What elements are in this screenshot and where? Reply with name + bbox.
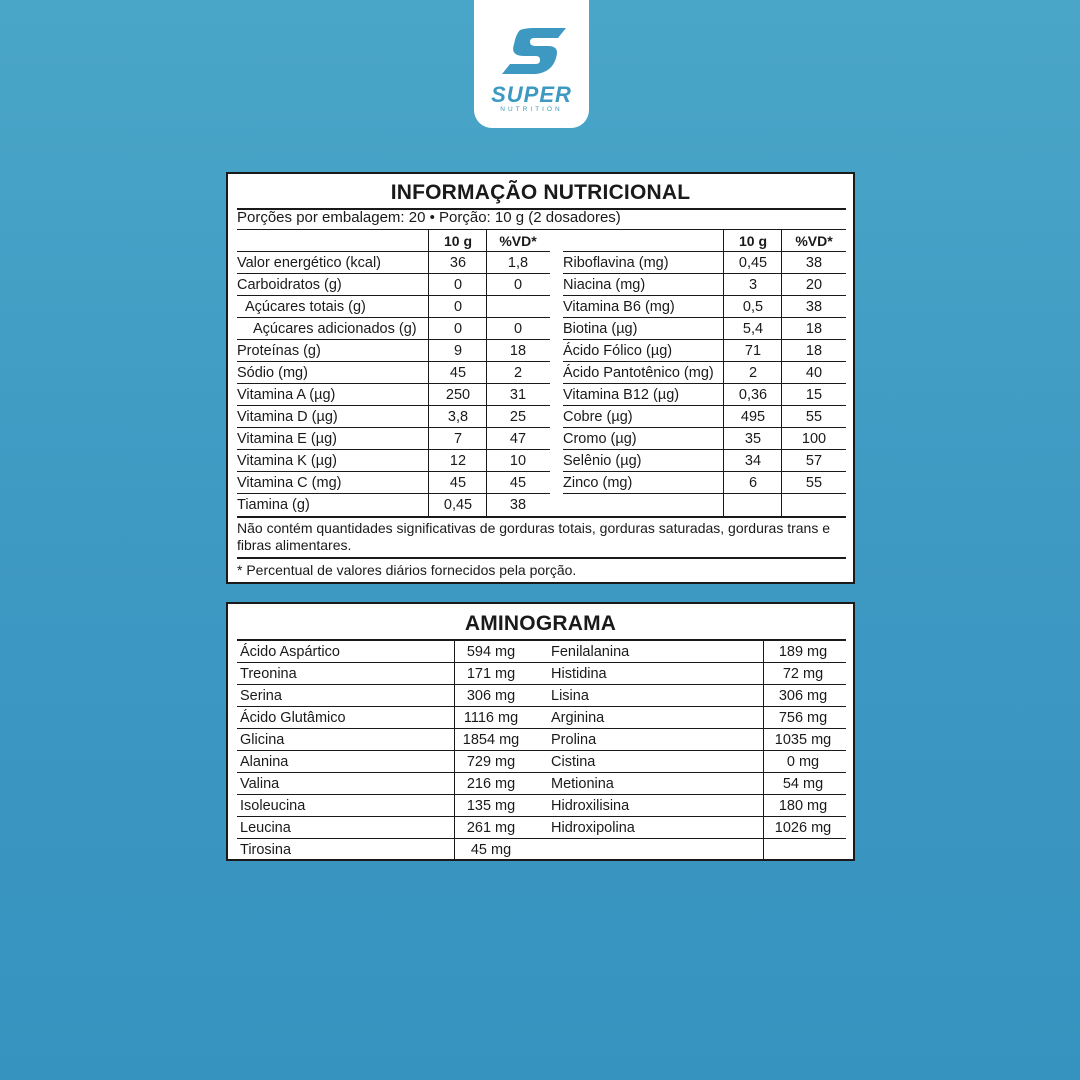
brand-name: SUPER <box>491 82 572 107</box>
nutrient-row-right-amount: 34 <box>744 453 762 469</box>
nutrient-row-left-dv: 0 <box>513 277 523 293</box>
nutrient-row-left-name: Tiamina (g) <box>237 497 310 513</box>
nutrient-row-right-name: Biotina (µg) <box>563 321 638 337</box>
nutrient-row-left-amount: 0,45 <box>443 497 473 513</box>
nutrient-row-right-dv: 18 <box>805 321 823 337</box>
nutrient-row-left-amount: 3,8 <box>447 409 469 425</box>
nutrient-row-right-dv: 100 <box>801 431 827 447</box>
nutrient-row-left-amount: 250 <box>445 387 471 403</box>
amino-row-right-amount: 54 mg <box>782 776 824 792</box>
nutrient-row-left-amount: 12 <box>449 453 467 469</box>
amino-row-left-name: Serina <box>240 688 282 704</box>
amino-row-left-name: Treonina <box>240 666 297 682</box>
aminogram-table <box>226 602 855 861</box>
nutrient-row-left-amount: 0 <box>453 321 463 337</box>
col-amount-left: 10 g <box>443 233 472 249</box>
nutrition-note: Não contém quantidades significativas de gorduras totais, gorduras saturadas, gorduras trans e fibras alimentares. <box>237 520 831 553</box>
amino-row-left-name: Ácido Aspártico <box>240 644 340 660</box>
col-dv-right: %VD* <box>795 233 833 249</box>
nutrient-row-left-name: Vitamina C (mg) <box>237 475 342 491</box>
nutrient-row-right-amount: 35 <box>744 431 762 447</box>
nutrient-row-left-amount: 45 <box>449 365 467 381</box>
amino-row-right-amount: 72 mg <box>782 666 824 682</box>
nutrient-row-right-name: Cromo (µg) <box>563 431 637 447</box>
amino-row-right-amount: 189 mg <box>778 644 828 660</box>
nutrient-row-right-amount: 0,36 <box>738 387 768 403</box>
nutrient-row-right-dv: 38 <box>805 299 823 315</box>
nutrient-row-right-dv: 40 <box>805 365 823 381</box>
amino-row-right-name: Hidroxilisina <box>551 798 630 814</box>
amino-row-left-amount: 261 mg <box>466 820 516 836</box>
col-amount-right: 10 g <box>738 233 767 249</box>
amino-row-left-amount: 306 mg <box>466 688 516 704</box>
amino-row-right-amount: 1026 mg <box>774 820 832 836</box>
amino-row-left-amount: 594 mg <box>466 644 516 660</box>
nutrient-row-right-name: Zinco (mg) <box>563 475 633 491</box>
amino-row-left-amount: 216 mg <box>466 776 516 792</box>
nutrient-row-left-name: Sódio (mg) <box>237 365 308 381</box>
s-bolt-logo-icon <box>474 0 589 82</box>
amino-row-left-amount: 171 mg <box>466 666 516 682</box>
amino-row-right-name: Histidina <box>551 666 607 682</box>
nutrient-row-left-name: Vitamina D (µg) <box>237 409 338 425</box>
nutrient-row-left-amount: 0 <box>453 277 463 293</box>
col-dv-left: %VD* <box>499 233 537 249</box>
nutrient-row-left-name: Vitamina K (µg) <box>237 453 337 469</box>
amino-row-left-name: Valina <box>240 776 280 792</box>
amino-row-right-name: Arginina <box>551 710 605 726</box>
nutrient-row-right-dv: 38 <box>805 255 823 271</box>
amino-row-left-amount: 1116 mg <box>463 710 519 726</box>
aminogram-title: AMINOGRAMA <box>464 612 617 635</box>
amino-row-left-amount: 135 mg <box>466 798 516 814</box>
nutrient-row-right-dv: 55 <box>805 475 823 491</box>
brand-subtitle: NUTRITION <box>500 106 563 113</box>
nutrient-row-right-amount: 2 <box>748 365 758 381</box>
nutrient-row-left-name: Açúcares adicionados (g) <box>253 321 417 337</box>
amino-row-right-amount: 180 mg <box>778 798 828 814</box>
nutrient-row-right-name: Niacina (mg) <box>563 277 646 293</box>
nutrient-row-right-dv: 55 <box>805 409 823 425</box>
footnote: * Percentual de valores diários fornecidos pela porção. <box>237 562 577 578</box>
nutrient-row-left-name: Vitamina A (µg) <box>237 387 336 403</box>
amino-row-left-name: Leucina <box>240 820 291 836</box>
nutrient-row-left-dv: 18 <box>509 343 527 359</box>
nutrient-row-left-amount: 36 <box>449 255 467 271</box>
amino-row-left-name: Alanina <box>240 754 289 770</box>
nutrient-row-right-name: Ácido Pantotênico (mg) <box>563 365 714 381</box>
amino-row-right-amount: 1035 mg <box>774 732 832 748</box>
nutrient-row-right-dv: 57 <box>805 453 823 469</box>
nutrient-row-left-dv: 47 <box>509 431 527 447</box>
nutrient-row-right-name: Ácido Fólico (µg) <box>563 343 673 359</box>
nutrient-row-right-dv: 15 <box>805 387 823 403</box>
nutrient-row-right-amount: 3 <box>748 277 758 293</box>
amino-row-right-amount: 756 mg <box>778 710 828 726</box>
servings-info: Porções por embalagem: 20 • Porção: 10 g (2 dosadores) <box>237 209 621 226</box>
nutrient-row-left-name: Carboidratos (g) <box>237 277 342 293</box>
nutrient-row-right-amount: 495 <box>740 409 766 425</box>
amino-row-right-name: Hidroxipolina <box>551 820 635 836</box>
amino-row-right-name: Prolina <box>551 732 597 748</box>
nutrient-row-left-name: Valor energético (kcal) <box>237 255 381 271</box>
nutrient-row-left-dv: 1,8 <box>507 255 529 271</box>
nutrient-row-left-dv: 10 <box>509 453 527 469</box>
nutrient-row-left-amount: 9 <box>453 343 463 359</box>
nutrient-row-left-name: Proteínas (g) <box>237 343 321 359</box>
amino-row-right-amount: 306 mg <box>778 688 828 704</box>
nutrient-row-left-dv: 45 <box>509 475 527 491</box>
nutrient-row-left-dv: 2 <box>513 365 523 381</box>
nutrient-row-right-amount: 0,45 <box>738 255 768 271</box>
amino-row-left-name: Glicina <box>240 732 285 748</box>
nutrient-row-left-name: Vitamina E (µg) <box>237 431 337 447</box>
amino-row-right-name: Metionina <box>551 776 614 792</box>
amino-row-left-amount: 729 mg <box>466 754 516 770</box>
nutrient-row-right-amount: 6 <box>748 475 758 491</box>
nutrient-row-right-name: Vitamina B6 (mg) <box>563 299 675 315</box>
nutrition-table <box>226 172 855 584</box>
amino-row-left-name: Isoleucina <box>240 798 306 814</box>
amino-row-right-name: Fenilalanina <box>551 644 630 660</box>
nutrient-row-left-dv: 25 <box>509 409 527 425</box>
nutrient-row-left-dv: 38 <box>509 497 527 513</box>
amino-row-left-amount: 1854 mg <box>462 732 520 748</box>
nutrient-row-left-amount: 0 <box>453 299 463 315</box>
nutrient-row-right-dv: 18 <box>805 343 823 359</box>
nutrient-row-right-name: Vitamina B12 (µg) <box>563 387 680 403</box>
nutrient-row-left-dv: 31 <box>509 387 527 403</box>
nutrient-row-left-dv: 0 <box>513 321 523 337</box>
amino-row-right-name: Cistina <box>551 754 596 770</box>
nutrient-row-right-name: Cobre (µg) <box>563 409 633 425</box>
nutrient-row-right-name: Riboflavina (mg) <box>563 255 669 271</box>
nutrient-row-right-amount: 5,4 <box>742 321 764 337</box>
nutrient-row-left-amount: 7 <box>453 431 463 447</box>
amino-row-right-name: Lisina <box>551 688 589 704</box>
brand-logo <box>474 0 589 128</box>
amino-row-left-amount: 45 mg <box>470 842 512 858</box>
amino-row-left-name: Ácido Glutâmico <box>240 710 346 726</box>
nutrient-row-left-amount: 45 <box>449 475 467 491</box>
nutrient-row-right-amount: 71 <box>744 343 762 359</box>
nutrient-row-right-dv: 20 <box>805 277 823 293</box>
amino-row-right-amount: 0 mg <box>786 754 820 770</box>
nutrient-row-right-name: Selênio (µg) <box>563 453 642 469</box>
nutrient-row-right-amount: 0,5 <box>742 299 764 315</box>
nutrient-row-left-name: Açúcares totais (g) <box>245 299 366 315</box>
nutrition-title: INFORMAÇÃO NUTRICIONAL <box>390 181 691 204</box>
amino-row-left-name: Tirosina <box>240 842 292 858</box>
